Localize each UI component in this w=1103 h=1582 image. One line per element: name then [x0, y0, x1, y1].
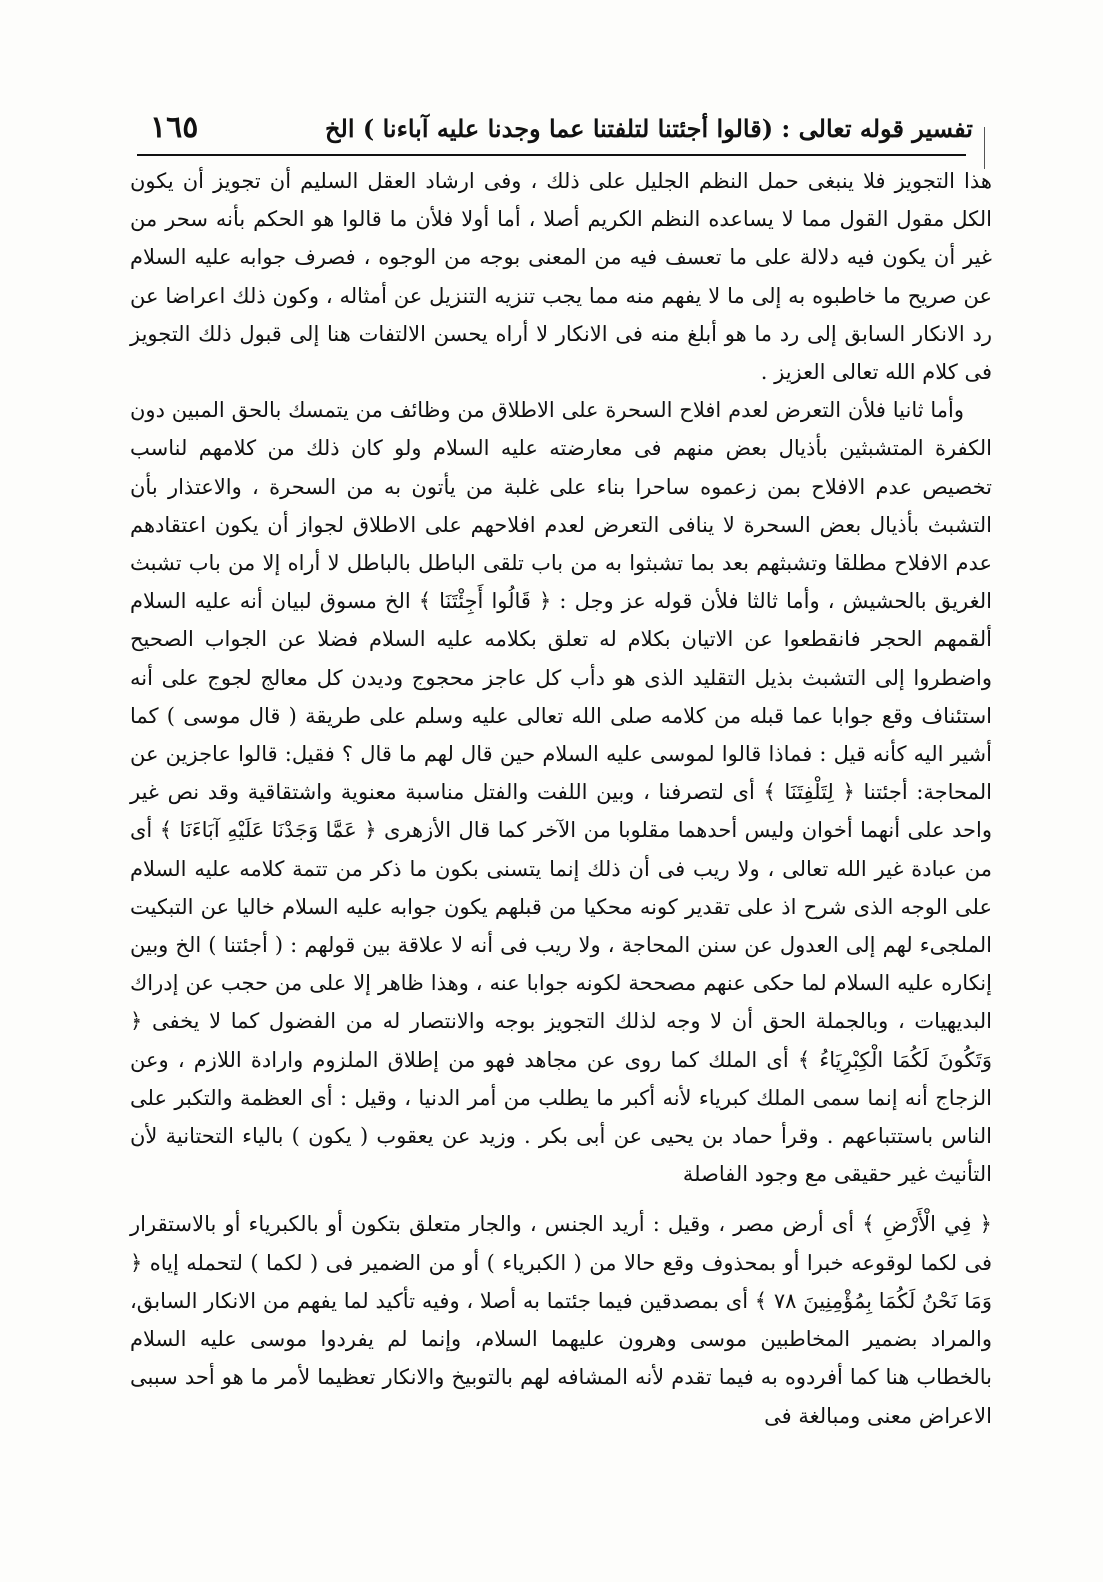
- paragraph-2: وأما ثانيا فلأن التعرض لعدم افلاح السحرة على الاطلاق من وظائف من يتمسك بالحق المبين دون الكفرة المتشبثين بأذيال بعض منهم فى معارضته عليه السلام ولو كان ذلك من كلامهم لناسب تخصيص عدم الافلاح بمن زعموه ساحرا بناء على غلبة من يأتون به من السحرة ، والاعتذار بأن التشبث بأذيال بعض السحرة لا ينافى التعرض لعدم افلاحهم على الاطلاق لجواز أن يكون اعتقادهم عدم الافلاح مطلقا وتشبثهم بعد بما تشبثوا به من باب تلقى الباطل بالباطل لا أراه إلا من باب تشبث الغريق بالحشيش ، وأما ثالثا فلأن قوله عز وجل : ﴿ قَالُوا أَجِئْتَنَا ﴾ الخ مسوق لبيان أنه عليه السلام ألقمهم الحجر فانقطعوا عن الاتيان بكلام له تعلق بكلامه عليه السلام فضلا عن الجواب الصحيح واضطروا إلى التشبث بذيل التقليد الذى هو دأب كل عاجز محجوج وديدن كل معالج لجوج على أنه استئناف وقع جوابا عما قبله من كلامه صلى الله تعالى عليه وسلم على طريقة ( قال موسى ) كما أشير اليه كأنه قيل : فماذا قالوا لموسى عليه السلام حين قال لهم ما قال ؟ فقيل: قالوا عاجزين عن المحاجة: أجئتنا ﴿ لِتَلْفِتَنَا ﴾ أى لتصرفنا ، وبين اللفت والفتل مناسبة معنوية واشتقاقية وقد نص غير واحد على أنهما أخوان وليس أحدهما مقلوبا من الآخر كما قال الأزهرى ﴿ عَمَّا وَجَدْنَا عَلَيْهِ آبَاءَنَا ﴾ أى من عبادة غير الله تعالى ، ولا ريب فى أن ذلك إنما يتسنى بكون ما ذكر من تتمة كلامه عليه السلام على الوجه الذى شرح اذ على تقدير كونه محكيا من قبلهم يكون جوابه عليه السلام خاليا عن التبكيت الملجىء لهم إلى العدول عن سنن المحاجة ، ولا ريب فى أنه لا علاقة بين قولهم : ( أجئتنا ) الخ وبين إنكاره عليه السلام لما حكى عنهم مصححة لكونه جوابا عنه ، وهذا ظاهر إلا على من حجب عن إدراك البديهيات ، وبالجملة الحق أن لا وجه لذلك التجويز بوجه والانتصار له من الفضول كما لا يخفى ﴿ وَتَكُونَ لَكُمَا الْكِبْرِيَاءُ ﴾ أى الملك كما روى عن مجاهد فهو من إطلاق الملزوم وارادة اللازم ، وعن الزجاج أنه إنما سمى الملك كبرياء لأنه أكبر ما يطلب من أمر الدنيا ، وقيل : أى العظمة والتكبر على الناس باستتباعهم . وقرأ حماد بن يحيى عن أبى بكر . وزيد عن يعقوب ( يكون ) بالياء التحتانية لأن التأنيث غير حقيقى مع وجود الفاصلة: [130, 398, 992, 1187]
- paragraph-1: هذا التجويز فلا ينبغى حمل النظم الجليل على ذلك ، وفى ارشاد العقل السليم أن تجويز أن يكون الكل مقول القول مما لا يساعده النظم الكريم أصلا ، أما أولا فلأن ما قالوا هو الحكم بأنه سحر من غير أن يكون فيه دلالة على ما تعسف فيه من المعنى بوجه من الوجوه ، فصرف جوابه عليه السلام عن صريح ما خاطبوه به إلى ما لا يفهم منه مما يجب تنزيه التنزيل عن أمثاله ، وكون ذلك اعراضا عن رد الانكار السابق إلى رد ما هو أبلغ منه فى الانكار لا أراه يحسن الالتفات هنا إلى قبول ذلك التجويز فى كلام الله تعالى العزيز .: [130, 169, 992, 385]
- paragraph-3: ﴿ فِي الْأَرْضِ ﴾ أى أرض مصر ، وقيل : أريد الجنس ، والجار متعلق بتكون أو بالكبرياء أو بالاستقرار فى لكما لوقوعه خبرا أو بمحذوف وقع حالا من ( الكبرياء ) أو من الضمير فى ( لكما ) لتحمله إياه ﴿ وَمَا نَحْنُ لَكُمَا بِمُؤْمِنِينَ ٧٨ ﴾ أى بمصدقين فيما جئتما به أصلا ، وفيه تأكيد لما يفهم من الانكار السابق، والمراد بضمير المخاطبين موسى وهرون عليهما السلام، وإنما لم يفردوا موسى عليه السلام بالخطاب هنا كما أفردوه به فيما تقدم لأنه المشافه لهم بالتوبيخ والانكار تعظيما لأمر ما هو أحد سببى الاعراض معنى ومبالغة فى: [130, 1212, 992, 1428]
- page-header: [150, 108, 973, 154]
- page-number: ١٦٥: [150, 110, 199, 145]
- header-title: تفسير قوله تعالى : (قالوا أجئتنا لتلفتنا عما وجدنا عليه آباءنا ) الخ: [325, 114, 973, 143]
- header-rule: [137, 154, 966, 156]
- body-text: [130, 162, 992, 1435]
